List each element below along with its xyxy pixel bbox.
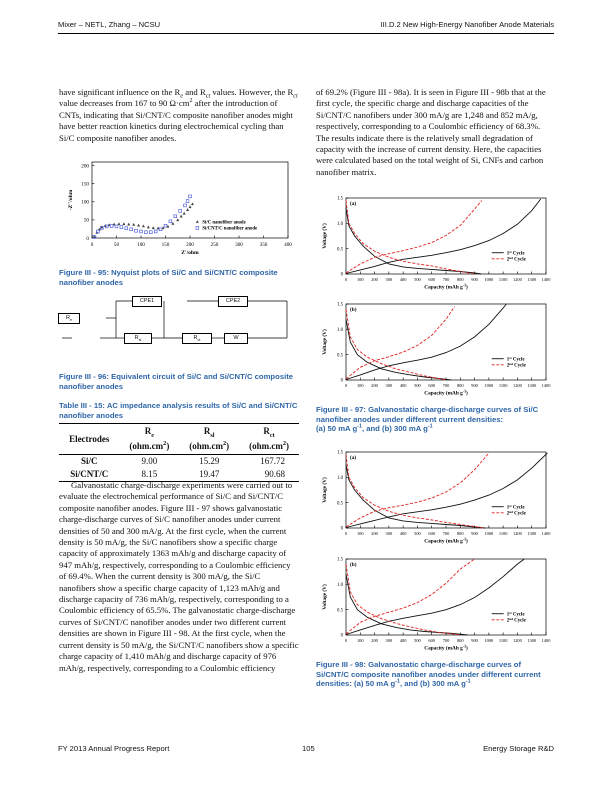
x-tick-label: 400 xyxy=(284,242,292,248)
unit-rct: $(ohm.cm^2)$ xyxy=(239,439,299,455)
rct-box: $R_{ct}$ xyxy=(182,333,212,344)
y-axis-label: Voltage (V) xyxy=(322,329,328,355)
x-tick-label: 600 xyxy=(428,277,436,282)
re-box: $R_e$ xyxy=(58,313,80,324)
x-tick-label: 300 xyxy=(385,277,393,282)
x-tick-label: 900 xyxy=(471,277,478,282)
x-tick-label: 150 xyxy=(161,242,170,248)
x-tick-label: 1100 xyxy=(498,383,508,388)
x-tick-label: 0 xyxy=(90,242,94,248)
y-tick-label: 0 xyxy=(86,235,89,242)
footer-right: Energy Storage R&D xyxy=(483,744,554,753)
x-tick-label: 100 xyxy=(356,277,364,282)
x-tick-label: 50 xyxy=(113,242,120,248)
legend-label-cycle2: 2nd Cycle xyxy=(506,617,526,624)
sicnt-data-point xyxy=(189,195,192,198)
y-tick-label: 0 xyxy=(340,272,343,278)
col-rsl: $R_{sl}$ xyxy=(179,424,239,440)
x-tick-label: 500 xyxy=(414,638,421,643)
y-tick-label: 0.5 xyxy=(337,608,343,614)
sic-data-point xyxy=(117,222,120,225)
cycle2-discharge-line xyxy=(346,309,446,380)
x-tick-label: 200 xyxy=(371,638,378,643)
sicnt-data-point xyxy=(154,230,157,233)
x-tick-label: 300 xyxy=(385,531,393,536)
sic-data-point xyxy=(137,224,140,227)
x-tick-label: 700 xyxy=(442,383,450,388)
x-tick-label: 400 xyxy=(399,383,407,388)
y-axis-label: Voltage (V) xyxy=(322,223,328,249)
chart-97b xyxy=(312,298,554,402)
equivalent-circuit xyxy=(62,292,298,362)
footer-page-number: 105 xyxy=(302,744,315,753)
y-tick-label: 1.5 xyxy=(337,302,343,308)
x-tick-label: 300 xyxy=(235,242,243,248)
sicnt-data-point xyxy=(186,200,189,203)
cycle1-discharge-line xyxy=(346,208,481,274)
cycle1-charge-line xyxy=(346,304,506,380)
x-tick-label: 1400 xyxy=(541,383,551,388)
left-paragraph-2: Galvanostatic charge-discharge experiments were carried out to evaluate the electrochemical performance of Si/C and Si/CNT/C composite nanofiber anodes. Figure III - 97 shows galvanostatic charge-discharge curves of Si/C nanofiber anodes under current densities of 50 and 300 mA/g. At the first cycle, when the current density is 50 mA/g, the Si/C nanofibers show a specific charge capacity of approximately 1363 mAh/g and discharge capacity of 947 mAh/g, respectively, corresponding to a Coulombic efficiency of 69.4%. When the current density is 300 mA/g, the Si/C nanofibers show a specific charge capacity of 1,123 mAh/g and discharge capacity of 736 mAh/g, respectively, corresponding to a Coulombic efficiency of 65.5%. The galvanostatic charge-discharge curves of Si/CNT/C nanofiber anodes under two different current densities are shown in Figure III - 98. At the first cycle, when the current density is 50 mA/g, the Si/CNT/C nanofibers show a specific charge capacity of 1,410 mAh/g and discharge capacity of 976 mAh/g, respectively, corresponding to a Coulombic efficiency xyxy=(59,480,299,673)
x-tick-label: 0 xyxy=(344,638,348,643)
cycle2-discharge-line xyxy=(346,564,460,635)
x-tick-label: 0 xyxy=(344,383,348,388)
sic-data-point xyxy=(122,222,125,225)
y-tick-label: 150 xyxy=(81,181,89,188)
x-tick-label: 1100 xyxy=(498,277,508,282)
y-tick-label: 200 xyxy=(81,163,89,170)
y-axis-label: -Z''/ohm xyxy=(68,189,74,211)
sic-data-point xyxy=(180,215,183,218)
x-tick-label: 700 xyxy=(442,277,450,282)
y-tick-label: 0.5 xyxy=(337,247,343,253)
sic-data-point xyxy=(132,223,135,226)
sic-data-point xyxy=(142,224,145,227)
sic-data-point xyxy=(152,226,155,229)
sicnt-data-point xyxy=(169,220,172,223)
table-row xyxy=(59,455,299,469)
y-tick-label: 1.0 xyxy=(337,583,343,589)
row-name: Si/C xyxy=(80,456,98,466)
x-tick-label: 1100 xyxy=(498,638,508,643)
y-axis-label: Voltage (V) xyxy=(322,584,328,610)
row-re: 9.00 xyxy=(141,456,158,466)
x-tick-label: 1400 xyxy=(541,638,551,643)
x-tick-label: 1400 xyxy=(541,277,551,282)
y-tick-label: 0 xyxy=(340,526,343,532)
figure-98-caption: Figure III - 98: Galvanostatic charge-discharge curves of Si/CNT/C composite nanofiber anodes under different current densities: (a) 50 mA $g^{-1}$, and (b) 300 mA $g^{-1}$ xyxy=(316,660,541,689)
y-axis-label: Voltage (V) xyxy=(322,477,328,503)
unit-re: $(ohm.cm^2)$ xyxy=(119,439,179,455)
sicnt-data-point xyxy=(159,228,162,231)
x-tick-label: 1200 xyxy=(513,383,522,388)
x-tick-label: 900 xyxy=(471,638,478,643)
sicnt-data-point xyxy=(179,209,182,212)
col-re: $R_e$ xyxy=(119,424,179,440)
x-tick-label: 1000 xyxy=(484,531,494,536)
x-tick-label: 100 xyxy=(356,638,364,643)
sicnt-data-point xyxy=(164,224,167,227)
x-tick-label: 250 xyxy=(210,242,219,248)
x-axis-label: Capacity (mAh $g^{-1}$) xyxy=(424,389,468,397)
x-tick-label: 600 xyxy=(428,531,436,536)
x-axis-label: Capacity (mAh $g^{-1}$) xyxy=(424,644,468,652)
row-rsl: 15.29 xyxy=(199,456,220,466)
x-tick-label: 1400 xyxy=(541,531,551,536)
sic-data-point xyxy=(191,202,194,205)
cycle2-discharge-line xyxy=(346,201,475,275)
x-tick-label: 1200 xyxy=(513,277,522,282)
table-15-caption: Table III - 15: AC impedance analysis results of Si/C and Si/CNT/C nanofiber anodes xyxy=(59,401,298,420)
cycle2-charge-line xyxy=(346,307,455,380)
x-tick-label: 500 xyxy=(414,531,421,536)
cycle1-charge-line xyxy=(346,199,541,274)
unit-rsl: $(ohm.cm^2)$ xyxy=(179,439,239,455)
x-tick-label: 200 xyxy=(371,277,378,282)
x-tick-label: 200 xyxy=(371,531,378,536)
y-tick-label: 0 xyxy=(340,378,343,384)
x-tick-label: 400 xyxy=(399,531,407,536)
legend-label-cycle1: 1st Cycle xyxy=(506,610,525,618)
col-rct: $R_{ct}$ xyxy=(239,424,299,440)
x-tick-label: 0 xyxy=(344,277,348,282)
cpe1-box: CPE1 xyxy=(132,296,162,307)
y-tick-label: 0 xyxy=(340,633,343,639)
row-rct: 90.68 xyxy=(239,468,299,482)
x-tick-label: 600 xyxy=(428,383,436,388)
x-tick-label: 800 xyxy=(456,277,464,282)
x-tick-label: 100 xyxy=(137,242,145,248)
x-tick-label: 800 xyxy=(456,531,464,536)
sic-data-point xyxy=(95,231,98,234)
sic-data-point xyxy=(189,205,192,208)
x-tick-label: 800 xyxy=(456,638,464,643)
chart-98a xyxy=(312,446,554,550)
y-tick-label: 0.5 xyxy=(337,353,343,359)
y-tick-label: 1.5 xyxy=(337,557,343,563)
legend-label-cycle1: 1st Cycle xyxy=(506,249,525,257)
x-tick-label: 900 xyxy=(471,383,478,388)
y-tick-label: 1.5 xyxy=(337,196,343,202)
x-tick-label: 1300 xyxy=(527,383,537,388)
sic-data-point xyxy=(176,218,179,221)
x-tick-label: 1000 xyxy=(484,383,494,388)
legend-label-cycle2: 2nd Cycle xyxy=(506,510,526,517)
impedance-table xyxy=(59,423,299,482)
page-footer xyxy=(58,744,554,753)
panel-label: (a) xyxy=(350,201,357,207)
cycle1-charge-line xyxy=(346,559,524,635)
nyquist-chart xyxy=(62,156,300,266)
panel-label: (b) xyxy=(350,307,357,313)
header-rule xyxy=(58,33,554,34)
y-tick-label: 0.5 xyxy=(337,501,343,507)
x-tick-label: 700 xyxy=(442,531,450,536)
x-tick-label: 400 xyxy=(399,638,407,643)
panel-label: (b) xyxy=(350,562,357,568)
legend-label-sicnt: Si/CNT/C nanofiber anode xyxy=(202,226,258,232)
sic-data-point xyxy=(100,226,103,229)
x-axis-label: Capacity (mAh $g^{-1}$) xyxy=(424,283,468,291)
x-tick-label: 1200 xyxy=(513,531,522,536)
col-electrodes: Electrodes xyxy=(59,424,119,455)
sic-data-point xyxy=(147,226,150,229)
sicnt-data-point xyxy=(184,204,187,207)
rsl-box: $R_{sl}$ xyxy=(124,333,152,344)
y-tick-label: 100 xyxy=(81,199,89,206)
x-tick-label: 1200 xyxy=(513,638,522,643)
sicnt-data-point xyxy=(110,225,113,228)
sicnt-data-point xyxy=(174,215,177,218)
y-tick-label: 1.0 xyxy=(337,476,343,482)
x-tick-label: 350 xyxy=(259,242,268,248)
chart-97a xyxy=(312,192,554,296)
cycle2-charge-line xyxy=(346,201,482,274)
chart-98b xyxy=(312,553,554,657)
sicnt-data-point xyxy=(120,226,123,229)
x-tick-label: 1000 xyxy=(484,638,494,643)
row-rsl: 19.47 xyxy=(179,468,239,482)
x-tick-label: 500 xyxy=(414,277,421,282)
figure-95-caption: Figure III - 95: Nyquist plots of Si/C and Si/CNT/C composite nanofiber anodes xyxy=(59,268,278,287)
x-tick-label: 1000 xyxy=(484,277,494,282)
x-tick-label: 300 xyxy=(385,638,393,643)
sicnt-data-point xyxy=(125,227,128,230)
x-tick-label: 200 xyxy=(371,383,378,388)
x-tick-label: 200 xyxy=(186,242,194,248)
sicnt-data-point xyxy=(145,231,148,234)
legend-label-sic: Si/C nanofiber anode xyxy=(202,220,246,226)
right-paragraph-1: of 69.2% (Figure III - 98a). It is seen in Figure III - 98b that at the first cycle, the specific charge and discharge capacities of the Si/CNT/C nanofibers under 300 mA/g are 1,248 and 852 mA/g, respectively, corresponding to a Coulombic efficiency of 68.3%. The results indicate there is the relatively small degradation of capacity with the increase of current density. Here, the capacities were calculated based on the total weight of Si, CNFs and carbon nanofiber matrix. xyxy=(316,87,546,177)
x-tick-label: 500 xyxy=(414,383,421,388)
panel-label: (a) xyxy=(350,455,357,461)
sic-data-point xyxy=(127,223,130,226)
plot-frame xyxy=(92,162,288,238)
header-left: Mixer – NETL, Zhang – NCSU xyxy=(58,20,161,29)
legend-marker-sicnt xyxy=(196,226,199,229)
row-rct: 167.72 xyxy=(260,456,285,466)
sic-data-point xyxy=(186,208,189,211)
y-tick-label: 50 xyxy=(83,217,89,224)
sic-data-point xyxy=(183,212,186,215)
legend-label-cycle2: 2nd Cycle xyxy=(506,362,526,369)
x-tick-label: 1300 xyxy=(527,277,537,282)
x-tick-label: 100 xyxy=(356,383,364,388)
sicnt-data-point xyxy=(135,229,138,232)
warburg-box: W xyxy=(224,333,248,344)
cpe2-box: CPE2 xyxy=(218,296,248,307)
x-tick-label: 100 xyxy=(356,531,364,536)
circuit-wires xyxy=(62,292,298,362)
legend-label-cycle2: 2nd Cycle xyxy=(506,256,526,263)
legend-label-cycle1: 1st Cycle xyxy=(506,503,525,511)
cycle2-charge-line xyxy=(346,559,475,634)
x-tick-label: 300 xyxy=(385,383,393,388)
footer-left: FY 2013 Annual Progress Report xyxy=(58,744,170,753)
x-tick-label: 1300 xyxy=(527,638,537,643)
header-right: III.D.2 New High-Energy Nanofiber Anode Materials xyxy=(380,20,554,29)
cycle2-charge-line xyxy=(346,453,489,527)
legend-label-cycle1: 1st Cycle xyxy=(506,355,525,363)
x-tick-label: 0 xyxy=(344,531,348,536)
x-axis-label: Capacity (mAh $g^{-1}$) xyxy=(424,537,468,545)
sicnt-data-point xyxy=(130,228,133,231)
x-tick-label: 1300 xyxy=(527,531,537,536)
y-tick-label: 1.5 xyxy=(337,450,343,456)
sicnt-data-point xyxy=(149,231,152,234)
figure-96-caption: Figure III - 96: Equivalent circuit of Si/C and Si/CNT/C composite nanofiber anodes xyxy=(59,372,294,391)
y-tick-label: 1.0 xyxy=(337,328,343,334)
x-tick-label: 800 xyxy=(456,383,464,388)
x-tick-label: 400 xyxy=(399,277,407,282)
cycle1-discharge-line xyxy=(346,319,451,380)
cycle1-discharge-line xyxy=(346,465,485,528)
x-tick-label: 700 xyxy=(442,638,450,643)
x-tick-label: 1100 xyxy=(498,531,508,536)
page-header xyxy=(58,20,554,29)
row-re: 8.15 xyxy=(119,468,179,482)
left-paragraph-1: have significant influence on the $R_e$ and $R_{ct}$ values. However, the $R_{ct}$ value decreases from 167 to 90 $\Omega\cdot cm^2$ after the introduction of CNTs, indicating that Si/CNT/C composite nanofiber anodes might have better reaction kinetics during electrochemical cycling than Si/C composite nanofiber anodes. xyxy=(59,87,298,143)
x-tick-label: 900 xyxy=(471,531,478,536)
table-header-row xyxy=(59,424,299,440)
y-tick-label: 1.0 xyxy=(337,222,343,228)
x-axis-label: Z'/ohm xyxy=(181,250,199,256)
row-name: Si/CNT/C xyxy=(59,468,119,482)
cycle2-discharge-line xyxy=(346,455,483,529)
x-tick-label: 600 xyxy=(428,638,436,643)
figure-97-caption: Figure III - 97: Galvanostatic charge-discharge curves of Si/C nanofiber anodes under different current densities: (a) 50 mA $g^{-1}$, and (b) 300 mA $g^{-1}$ xyxy=(316,405,539,434)
legend-marker-sic xyxy=(196,220,199,223)
sicnt-data-point xyxy=(140,230,143,233)
